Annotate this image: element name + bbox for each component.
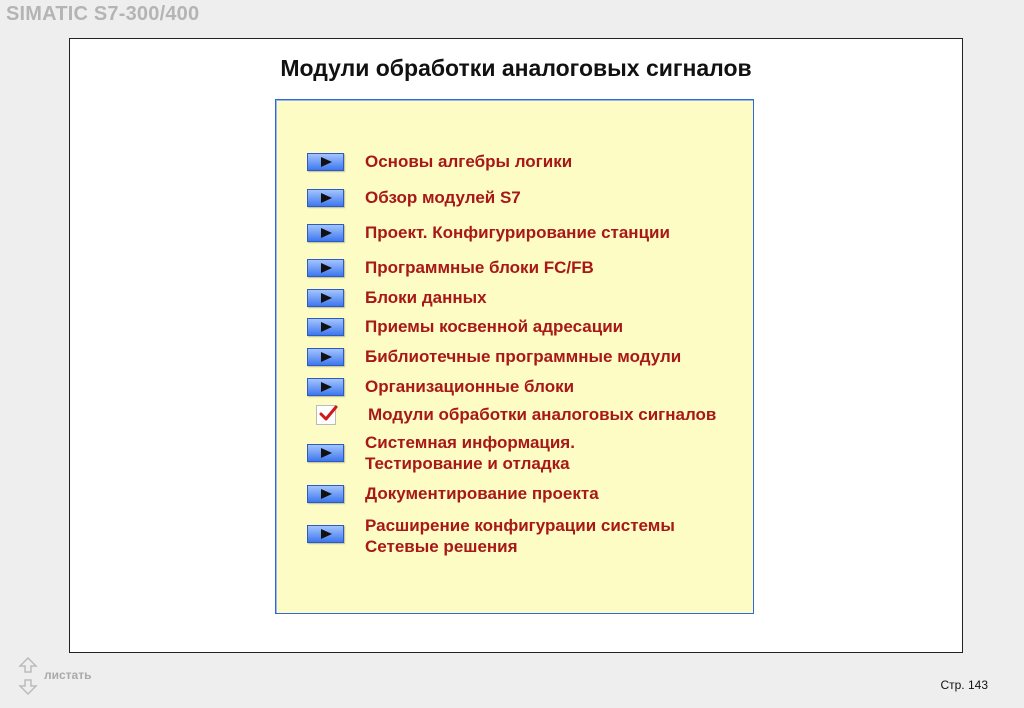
menu-item-label[interactable]: Блоки данных <box>365 288 487 307</box>
page-scroll-control[interactable] <box>18 656 38 696</box>
chapter-menu <box>275 99 754 614</box>
play-arrow-icon[interactable] <box>307 318 344 336</box>
play-arrow-icon[interactable] <box>307 348 344 366</box>
menu-item-label[interactable]: Системная информация. <box>365 433 575 452</box>
menu-item-label[interactable]: Расширение конфигурации системы <box>365 516 675 535</box>
menu-item-label[interactable]: Библиотечные программные модули <box>365 347 682 366</box>
play-arrow-icon[interactable] <box>307 485 344 503</box>
menu-item-label[interactable]: Сетевые решения <box>365 537 518 556</box>
play-arrow-icon[interactable] <box>307 259 344 277</box>
brand-title: SIMATIC S7-300/400 <box>6 3 200 25</box>
menu-item-label[interactable]: Проект. Конфигурирование станции <box>365 223 670 242</box>
menu-item-label[interactable]: Приемы косвенной адресации <box>365 317 624 336</box>
page-number: Стр. 143 <box>940 678 988 692</box>
scroll-label: листать <box>44 668 92 682</box>
menu-item-label[interactable]: Обзор модулей S7 <box>365 188 521 207</box>
page-title: Модули обработки аналоговых сигналов <box>280 55 752 81</box>
play-arrow-icon[interactable] <box>307 289 344 307</box>
menu-item-label[interactable]: Основы алгебры логики <box>365 152 573 171</box>
up-down-arrows-icon[interactable] <box>18 656 38 696</box>
play-arrow-icon[interactable] <box>307 378 344 396</box>
menu-item-label[interactable]: Тестирование и отладка <box>365 454 570 473</box>
play-arrow-icon[interactable] <box>307 525 344 543</box>
play-arrow-icon[interactable] <box>307 153 344 171</box>
play-arrow-icon[interactable] <box>307 444 344 462</box>
slide-frame <box>69 38 963 653</box>
play-arrow-icon[interactable] <box>307 224 344 242</box>
menu-item-label[interactable]: Организационные блоки <box>365 377 575 396</box>
menu-item-label[interactable]: Модули обработки аналоговых сигналов <box>368 405 717 424</box>
play-arrow-icon[interactable] <box>307 189 344 207</box>
menu-item-label[interactable]: Документирование проекта <box>365 484 599 503</box>
checkmark-icon <box>316 405 336 425</box>
menu-item-label[interactable]: Программные блоки FC/FB <box>365 258 594 277</box>
